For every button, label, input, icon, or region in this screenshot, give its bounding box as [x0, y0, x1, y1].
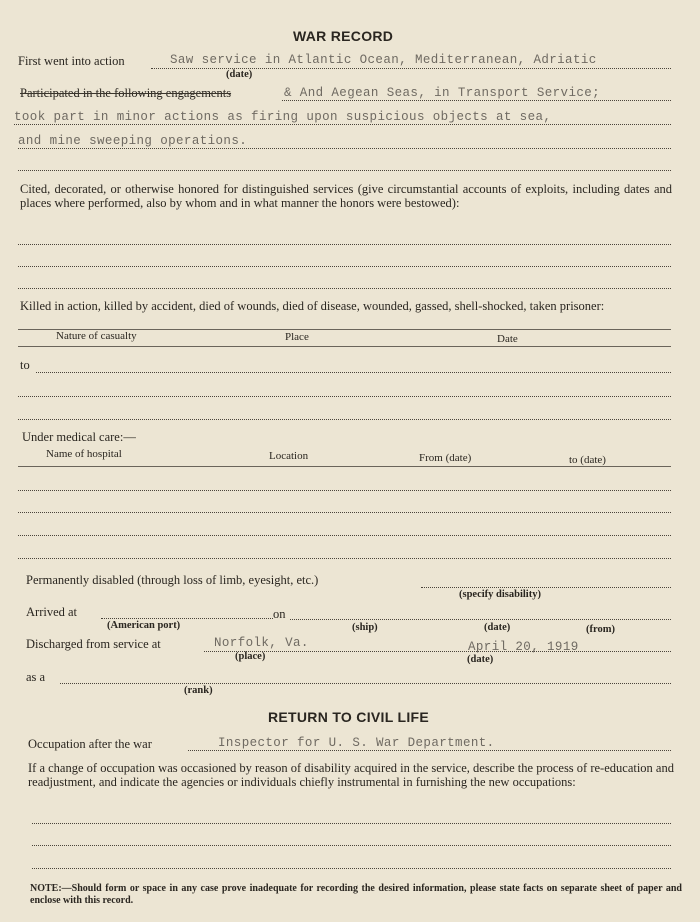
change-line-3 — [32, 868, 671, 869]
first-action-value[interactable]: Saw service in Atlantic Ocean, Mediterranean, Adriatic — [170, 53, 597, 67]
section-title-civil-life: RETURN TO CIVIL LIFE — [268, 709, 430, 725]
discharged-date-value[interactable]: April 20, 1919 — [468, 640, 579, 654]
on-label: on — [273, 607, 286, 621]
engagements-line-2 — [14, 124, 671, 125]
discharged-line — [204, 651, 671, 652]
medical-col-hospital: Name of hospital — [46, 448, 122, 460]
medical-care-label: Under medical care:— — [22, 430, 136, 444]
date-caption: (date) — [226, 69, 253, 80]
cited-line-1 — [18, 244, 671, 245]
disabled-line — [421, 587, 671, 588]
caption-discharged-date: (date) — [467, 654, 494, 665]
caption-arrived-date: (date) — [484, 622, 511, 633]
casualty-col-date: Date — [497, 333, 518, 345]
caption-ship: (ship) — [352, 622, 378, 633]
casualty-col-nature: Nature of casualty — [56, 330, 137, 342]
occupation-value[interactable]: Inspector for U. S. War Department. — [218, 736, 495, 750]
engagements-value-1[interactable]: & And Aegean Seas, in Transport Service; — [284, 86, 601, 100]
casualty-line-3 — [18, 419, 671, 420]
casualty-col-place: Place — [285, 331, 309, 343]
engagements-line-4 — [18, 170, 671, 171]
engagements-line-3 — [18, 148, 671, 149]
section-title-war-record: WAR RECORD — [293, 28, 394, 44]
footer-note: NOTE:—Should form or space in any case prove inadequate for recording the desired information, please state facts on separate sheet of paper and enclose with this record. — [30, 883, 682, 906]
casualty-instructions: Killed in action, killed by accident, died of wounds, died of disease, wounded, gassed, shell-shocked, taken prisoner: — [20, 299, 605, 313]
change-occupation-instructions: If a change of occupation was occasioned by reason of disability acquired in the service, describe the process of re-education and readjustment, and indicate the agencies or individuals chiefly instrumental in furnishing the new occupations: — [28, 761, 674, 789]
medical-line-2 — [18, 512, 671, 513]
caption-american-port: (American port) — [107, 620, 181, 631]
cited-line-3 — [18, 288, 671, 289]
engagements-label: Participated in the following engagements — [20, 86, 232, 100]
arrived-ship-line — [290, 619, 671, 620]
medical-line-1 — [18, 490, 671, 491]
occupation-label: Occupation after the war — [28, 737, 152, 751]
medical-line-4 — [18, 558, 671, 559]
cited-line-2 — [18, 266, 671, 267]
medical-col-to: to (date) — [569, 454, 606, 466]
occupation-line — [188, 750, 671, 751]
engagements-line-1 — [282, 100, 671, 101]
casualty-subheader-rule — [18, 346, 671, 347]
engagements-value-3[interactable]: and mine sweeping operations. — [18, 134, 248, 148]
rank-line — [60, 683, 671, 684]
first-action-label: First went into action — [18, 54, 125, 68]
caption-from: (from) — [586, 624, 615, 635]
medical-col-from: From (date) — [419, 452, 472, 464]
casualty-line-2 — [18, 396, 671, 397]
medical-line-3 — [18, 535, 671, 536]
arrived-label: Arrived at — [26, 605, 78, 619]
engagements-value-2[interactable]: took part in minor actions as firing upon suspicious objects at sea, — [14, 110, 552, 124]
arrived-port-line — [101, 618, 273, 619]
disabled-label: Permanently disabled (through loss of limb, eyesight, etc.) — [26, 573, 319, 587]
change-line-2 — [32, 845, 671, 846]
caption-place: (place) — [235, 651, 266, 662]
as-a-label: as a — [26, 670, 46, 684]
discharged-label: Discharged from service at — [26, 637, 161, 651]
medical-header-rule — [18, 466, 671, 467]
discharged-place-value[interactable]: Norfolk, Va. — [214, 636, 309, 650]
casualty-line-1 — [36, 372, 671, 373]
caption-rank: (rank) — [184, 685, 213, 696]
change-line-1 — [32, 823, 671, 824]
medical-col-location: Location — [269, 450, 309, 462]
disabled-caption: (specify disability) — [459, 589, 541, 600]
cited-instructions: Cited, decorated, or otherwise honored for distinguished services (give circumstantial accounts of exploits, including dates and places where performed, also by whom and in what manner the honors were bestowed): — [20, 182, 672, 210]
to-label: to — [20, 358, 30, 372]
